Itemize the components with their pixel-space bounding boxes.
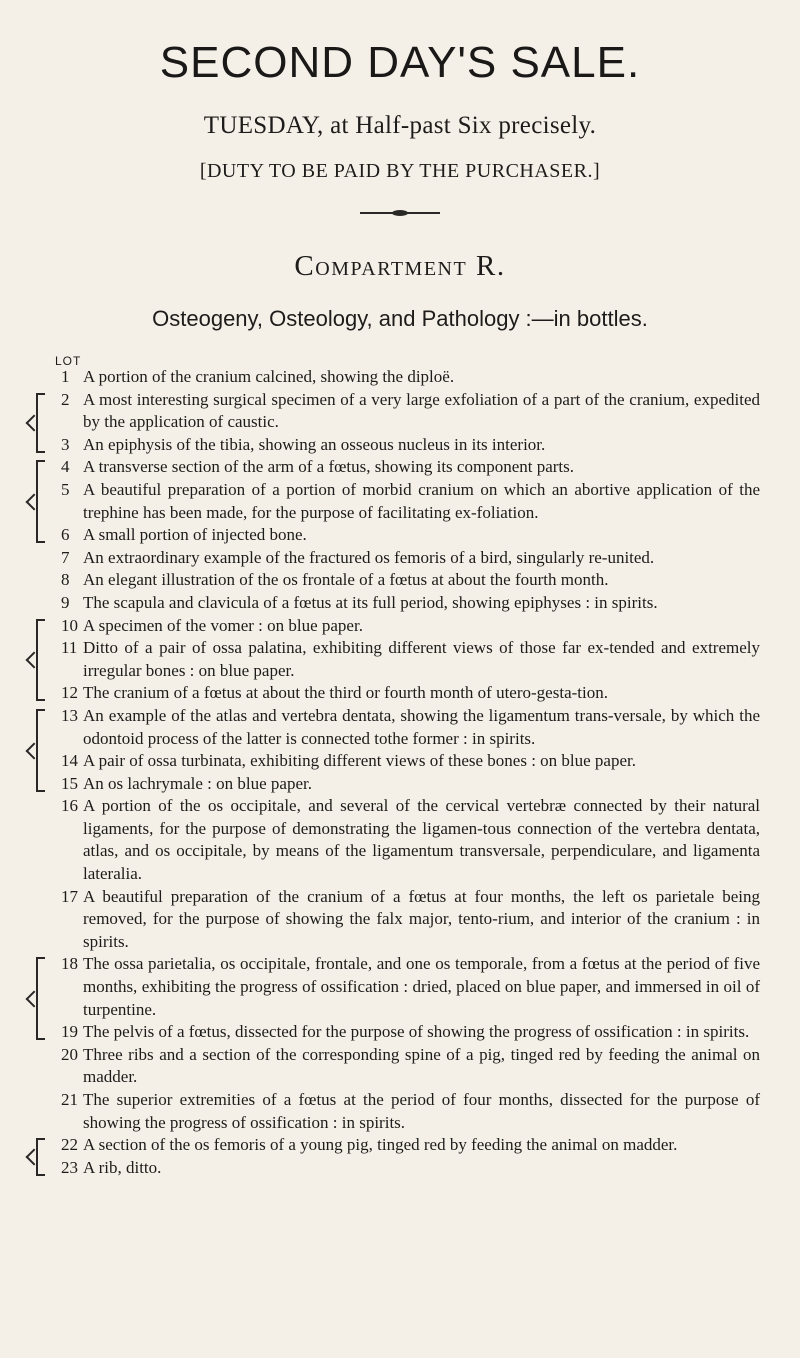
lot-column-label: LOT (55, 354, 82, 368)
duty-notice: [DUTY TO BE PAID BY THE PURCHASER.] (199, 160, 601, 182)
lot-description: A most interesting surgical specimen of a very large exfoliation of a part of the cranium, expedited by the application of caustic. (83, 389, 760, 432)
lot-number: 10 (61, 615, 78, 635)
grouping-bracket (36, 619, 52, 701)
lot-entry (0, 1044, 800, 1089)
section-heading: Osteogeny, Osteology, and Pathology :—in bottles. (152, 306, 648, 331)
lot-description: The superior extremities of a fœtus at the period of four months, dissected for the purpose of showing the progress of ossification : in spirits. (83, 1090, 760, 1132)
compartment-heading: Compartment R. (294, 250, 506, 282)
lot-entry (0, 705, 800, 750)
lot-number: 11 (61, 638, 78, 658)
lot-description: A rib, ditto. (83, 1157, 162, 1177)
lot-description: A small portion of injected bone. (83, 525, 307, 545)
grouping-bracket (36, 709, 52, 792)
lot-description: The pelvis of a fœtus, dissected for the purpose of showing the progress of ossification : in spirits. (83, 1022, 750, 1042)
lot-description: A transverse section of the arm of a fœtus, showing its component parts. (83, 457, 575, 477)
lot-entry (0, 953, 800, 1021)
lot-number: 7 (61, 547, 70, 567)
lot-list (0, 366, 800, 1179)
lot-entry (0, 592, 800, 615)
grouping-bracket (36, 393, 52, 453)
lot-description: An epiphysis of the tibia, showing an osseous nucleus in its interior. (83, 434, 546, 454)
lot-entry (0, 1157, 800, 1180)
lot-description: An example of the atlas and vertebra dentata, showing the ligamentum trans-versale, by which the odontoid process of the latter is connected tothe former : in spirits. (83, 705, 760, 748)
lot-description: A beautiful preparation of the cranium of a fœtus at four months, the left os parietale being removed, for the purpose of showing the falx major, tento-rium, and interior of the cranium : in spirits. (83, 886, 760, 951)
lot-entry (0, 524, 800, 547)
lot-description: The ossa parietalia, os occipitale, frontale, and one os temporale, from a fœtus at the period of five months, exhibiting the progress of ossification : dried, placed on blue paper, and immersed in oil of turpentine. (83, 954, 760, 1019)
lot-entry (0, 434, 800, 457)
lot-description: A portion of the os occipitale, and several of the cervical vertebræ connected by their natural ligaments, for the purpose of demonstrating the ligamen-tous connection of the vertebra dentata, atlas, and os occipitale, by means of the ligamentum transversale, perpendiculare, and ligamenta lateralia. (83, 796, 760, 884)
lot-number: 19 (61, 1022, 78, 1042)
lot-entry (0, 750, 800, 773)
lot-number: 16 (61, 796, 78, 816)
lot-number: 14 (61, 751, 78, 771)
lot-number: 17 (61, 886, 78, 906)
grouping-bracket (36, 460, 52, 543)
lot-number: 22 (61, 1135, 78, 1155)
lot-entry (0, 886, 800, 954)
lot-entry (0, 615, 800, 638)
lot-entry (0, 795, 800, 885)
grouping-bracket (36, 1138, 52, 1176)
lot-description: A specimen of the vomer : on blue paper. (83, 615, 363, 635)
lot-entry (0, 456, 800, 479)
lot-entry (0, 682, 800, 705)
grouping-bracket (36, 957, 52, 1040)
ornamental-rule (360, 212, 440, 214)
lot-entry (0, 1134, 800, 1157)
lot-entry (0, 1089, 800, 1134)
lot-description: An os lachrymale : on blue paper. (83, 773, 312, 793)
lot-description: A beautiful preparation of a portion of morbid cranium on which an abortive application of the trephine has been made, for the purpose of facilitating ex-foliation. (83, 479, 760, 522)
lot-number: 5 (61, 479, 70, 499)
lot-number: 12 (61, 683, 78, 703)
lot-number: 15 (61, 773, 78, 793)
lot-entry (0, 1021, 800, 1044)
lot-entry (0, 366, 800, 389)
lot-description: The cranium of a fœtus at about the third or fourth month of utero-gesta-tion. (83, 683, 608, 703)
lot-description: A section of the os femoris of a young pig, tinged red by feeding the animal on madder. (83, 1135, 678, 1155)
lot-number: 6 (61, 525, 70, 545)
lot-number: 18 (61, 954, 78, 974)
lot-entry (0, 547, 800, 570)
sale-time: TUESDAY, at Half-past Six precisely. (203, 112, 597, 139)
lot-entry (0, 479, 800, 524)
lot-number: 9 (61, 592, 70, 612)
lot-number: 4 (61, 457, 70, 477)
lot-number: 3 (61, 434, 70, 454)
page-title: SECOND DAY'S SALE. (159, 38, 641, 87)
lot-entry (0, 389, 800, 434)
lot-description: Ditto of a pair of ossa palatina, exhibiting different views of those far ex-tended and extremely irregular bones : on blue paper. (83, 638, 760, 680)
lot-entry (0, 569, 800, 592)
lot-number: 13 (61, 705, 78, 725)
lot-number: 21 (61, 1090, 78, 1109)
lot-description: An extraordinary example of the fractured os femoris of a bird, singularly re-united. (83, 547, 655, 567)
lot-number: 2 (61, 389, 70, 409)
lot-entry (0, 637, 800, 682)
lot-description: A pair of ossa turbinata, exhibiting different views of these bones : on blue paper. (83, 751, 636, 771)
lot-description: The scapula and clavicula of a fœtus at its full period, showing epiphyses : in spirits. (83, 592, 658, 612)
lot-number: 20 (61, 1044, 78, 1064)
lot-description: An elegant illustration of the os frontale of a fœtus at about the fourth month. (83, 570, 609, 590)
lot-description: A portion of the cranium calcined, showing the diploë. (83, 367, 455, 386)
lot-number: 1 (61, 367, 70, 386)
lot-description: Three ribs and a section of the corresponding spine of a pig, tinged red by feeding the animal on madder. (83, 1044, 760, 1087)
lot-entry (0, 773, 800, 796)
lot-number: 8 (61, 570, 70, 590)
lot-number: 23 (61, 1157, 78, 1177)
